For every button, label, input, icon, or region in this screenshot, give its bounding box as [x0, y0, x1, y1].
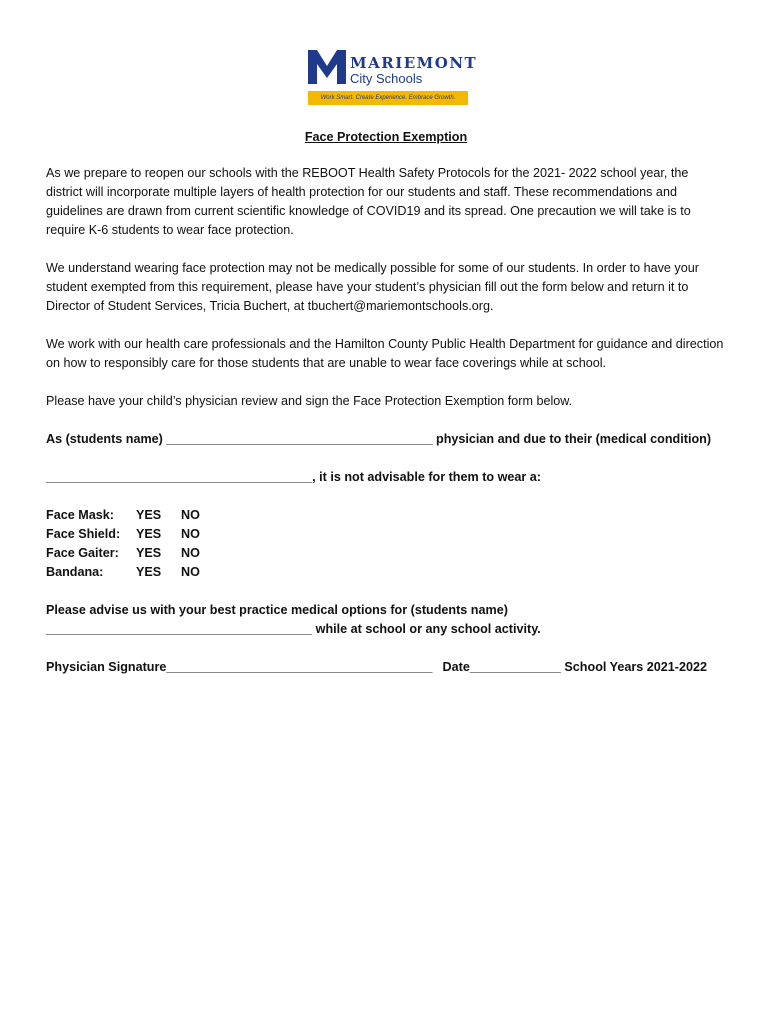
document-body [46, 128, 726, 677]
medical-options-line [46, 601, 726, 639]
option-label: Bandana: [46, 565, 104, 579]
option-row-bandana [46, 563, 726, 582]
medical-options-label: Please advise us with your best practice medical options for (students name) [46, 603, 508, 617]
medical-condition-field[interactable]: ______________________________________ [46, 470, 313, 484]
medical-condition-suffix: , it is not advisable for them to wear a: [312, 470, 541, 484]
signature-field[interactable]: ______________________________________ [166, 660, 433, 674]
option-label: Face Shield: [46, 527, 121, 541]
option-yes[interactable]: YES [136, 565, 162, 579]
paragraph-exemption: We understand wearing face protection may not be medically possible for some of our students. In order to have your student exempted from this requirement, please have your student’s physician fill out the form below and return it to Director of Student Services, Tricia Buchert, at tbuchert@mariemontschools.org. [46, 261, 699, 313]
option-no[interactable]: NO [181, 546, 200, 560]
option-row-face-shield [46, 525, 726, 544]
paragraph-physician-review: Please have your child’s physician review and sign the Face Protection Exemption form below. [46, 394, 573, 408]
school-years-label: School Years 2021-2022 [564, 660, 708, 674]
date-field[interactable]: _____________ [469, 660, 561, 674]
medical-condition-line [46, 468, 726, 487]
option-no[interactable]: NO [181, 565, 200, 579]
paragraph-reopen: As we prepare to reopen our schools with the REBOOT Health Safety Protocols for the 2021- 2022 school year, the district will incorporate multiple layers of health protection for our students and staff. These recommendations and guidelines are drawn from current scientific knowledge of COVID19 and its spread. One precaution we will take is to require K-6 students to wear face protection. [46, 166, 691, 237]
students-name-line [46, 430, 726, 449]
students-name-suffix: physician and due to their (medical condition) [436, 432, 712, 446]
logo-tagline: Work Smart. Create Experience. Embrace Growth. [308, 91, 468, 105]
option-no[interactable]: NO [181, 508, 200, 522]
date-label: Date [442, 660, 470, 674]
face-covering-options [46, 506, 726, 582]
students-name-label: As (students name) [46, 432, 163, 446]
mariemont-m-icon [308, 46, 346, 86]
option-label: Face Mask: [46, 508, 114, 522]
signature-line [46, 658, 726, 677]
option-row-face-mask [46, 506, 726, 525]
students-name-field[interactable]: ______________________________________ [166, 432, 433, 446]
option-label: Face Gaiter: [46, 546, 119, 560]
mariemont-logo [308, 46, 478, 108]
option-no[interactable]: NO [181, 527, 200, 541]
signature-label: Physician Signature [46, 660, 167, 674]
document-title: Face Protection Exemption [304, 130, 468, 144]
option-yes[interactable]: YES [136, 508, 162, 522]
option-row-face-gaiter [46, 544, 726, 563]
logo-subtitle: City Schools [350, 71, 423, 86]
logo-name: MARIEMONT [350, 54, 478, 72]
option-yes[interactable]: YES [136, 546, 162, 560]
medical-options-field[interactable]: ______________________________________ [46, 622, 313, 636]
option-yes[interactable]: YES [136, 527, 162, 541]
paragraph-health-partners: We work with our health care professionals and the Hamilton County Public Health Department for guidance and direction on how to responsibly care for those students that are unable to wear face coverings while at school. [46, 337, 724, 370]
medical-options-suffix: while at school or any school activity. [315, 622, 541, 636]
